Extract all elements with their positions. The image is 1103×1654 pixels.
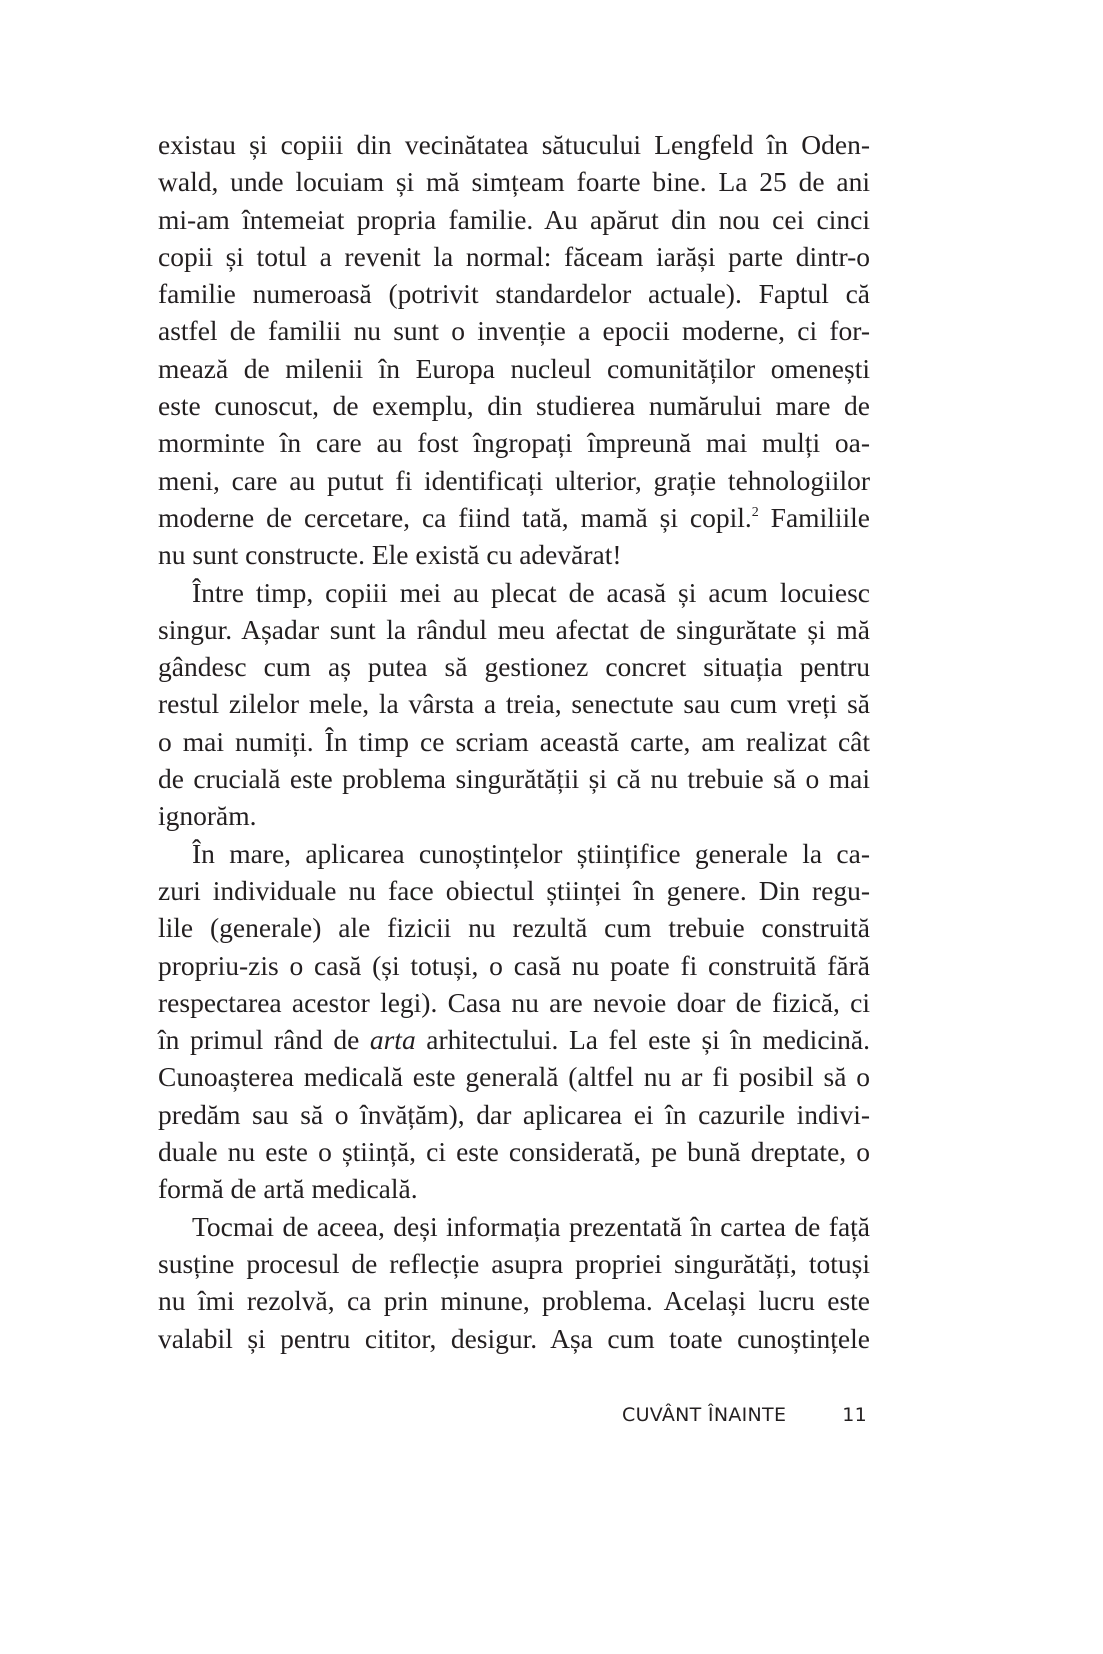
text-line: zuri individuale nu face obiectul științei în genere. Din regu- (158, 874, 870, 906)
text-line: formă de artă medicală. (158, 1173, 418, 1205)
text-line: lile (generale) ale fizicii nu rezultă cum trebuie construită (158, 912, 870, 944)
text-line: meni, care au putut fi identificați ulterior, grație tehnologiilor (158, 464, 870, 496)
text-line: nu îmi rezolvă, ca prin minune, problema. Același lucru este (158, 1285, 870, 1317)
text-line: valabil și pentru cititor, desigur. Așa cum toate cunoștințele (158, 1322, 870, 1354)
text-line: ignorăm. (158, 800, 257, 832)
text-line: este cunoscut, de exemplu, din studierea numărului mare de (158, 390, 870, 422)
italic-emphasis: arta (369, 1024, 416, 1056)
text-line: astfel de familii nu sunt o invenție a epocii moderne, ci for- (158, 315, 870, 347)
paragraph-4 (158, 1208, 870, 1357)
page-footer (622, 1404, 872, 1434)
text-line: singur. Așadar sunt la rândul meu afectat de singurătate și mă (158, 613, 870, 645)
paragraph-2 (158, 574, 870, 835)
text-line: Între timp, copiii mei au plecat de acasă și acum locuiesc (192, 576, 870, 608)
paragraph-1 (158, 126, 870, 574)
text-line: mează de milenii în Europa nucleul comunităților omenești (158, 352, 870, 384)
text-line: duale nu este o știință, ci este considerată, pe bună dreptate, o (158, 1136, 870, 1168)
text-line: mi-am întemeiat propria familie. Au apărut din nou cei cinci (158, 203, 870, 235)
body-text (158, 126, 870, 1357)
text-segment: Familiile (758, 501, 870, 533)
text-segment: moderne de cercetare, ca fiind tată, mamă și copil. (158, 501, 752, 533)
text-line: morminte în care au fost îngropați împreună mai mulți oa- (158, 427, 870, 459)
text-line: existau și copiii din vecinătatea sătucului Lengfeld în Oden- (158, 129, 870, 160)
text-segment: în primul rând de (158, 1024, 370, 1056)
footnote-reference[interactable]: 2 (751, 504, 759, 520)
text-line: respectarea acestor legi). Casa nu are nevoie doar de fizică, ci (158, 986, 870, 1018)
paragraph-3 (158, 835, 870, 1208)
running-head: CUVÂNT ÎNAINTE (622, 1404, 787, 1426)
text-line: gândesc cum aș putea să gestionez concret situația pentru (158, 651, 870, 683)
text-line: copii și totul a revenit la normal: făceam iarăși parte dintr-o (158, 240, 870, 272)
text-line: de crucială este problema singurătății și că nu trebuie să o mai (158, 763, 870, 795)
text-line: susține procesul de reflecție asupra propriei singurătăți, totuși (158, 1247, 870, 1279)
text-line: o mai numiți. În timp ce scriam această carte, am realizat cât (158, 725, 870, 757)
text-line: restul zilelor mele, la vârsta a treia, senectute sau cum vreți să (158, 688, 870, 720)
text-line: În mare, aplicarea cunoștințelor științifice generale la ca- (192, 837, 870, 869)
text-line-with-footnote (158, 499, 870, 536)
text-line: propriu-zis o casă (și totuși, o casă nu poate fi construită fără (158, 949, 870, 981)
text-line-with-italic (158, 1021, 870, 1058)
page-number: 11 (842, 1404, 867, 1426)
text-line: Tocmai de aceea, deși informația prezentată în cartea de față (192, 1210, 870, 1242)
text-segment: arhitectului. La fel este și în medicină. (415, 1024, 871, 1056)
text-line: wald, unde locuiam și mă simțeam foarte bine. La 25 de ani (158, 166, 870, 198)
text-line: Cunoașterea medicală este generală (altfel nu ar fi posibil să o (158, 1061, 870, 1093)
text-line: nu sunt constructe. Ele există cu adevărat! (158, 539, 622, 571)
text-line: familie numeroasă (potrivit standardelor actuale). Faptul că (158, 278, 870, 310)
text-line: predăm sau să o învățăm), dar aplicarea ei în cazurile indivi- (158, 1098, 870, 1130)
